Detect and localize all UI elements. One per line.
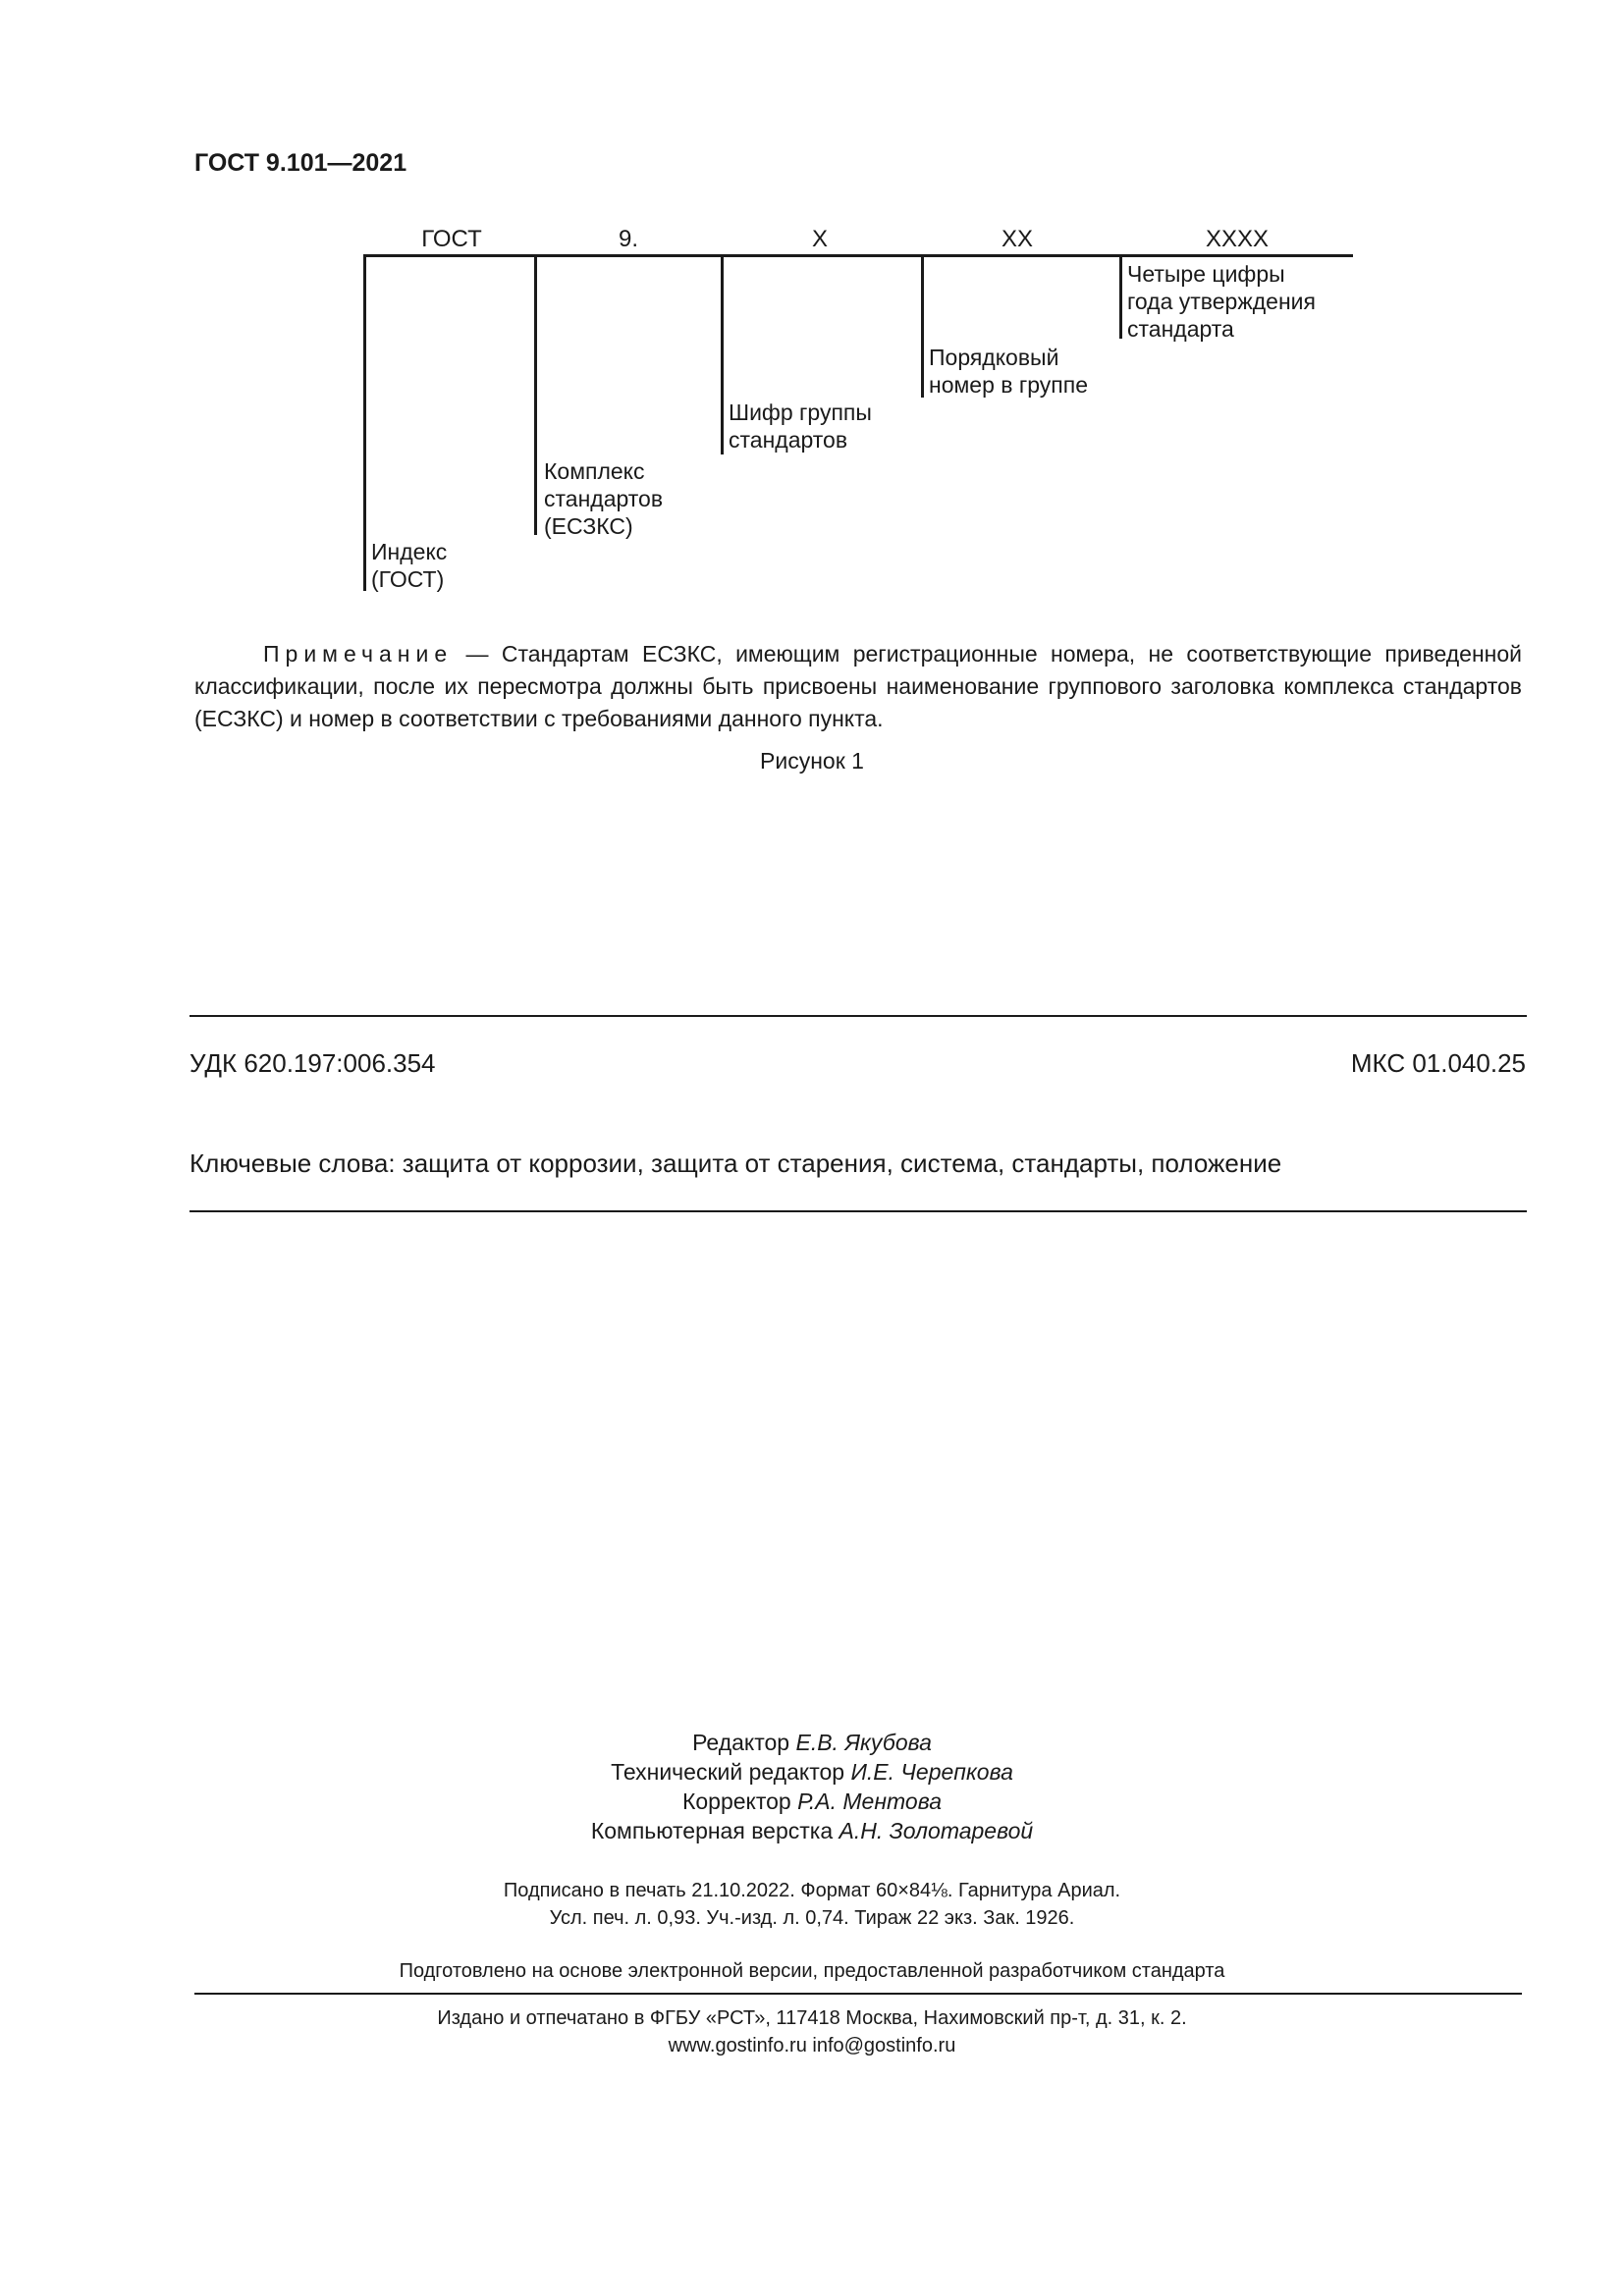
page-header-title: ГОСТ 9.101—2021 xyxy=(194,149,407,177)
prepared-note: Подготовлено на основе электронной версии, предоставленной разработчиком стандарта xyxy=(399,1960,1225,1982)
figure-label-year: Четыре цифры года утверждения стандарта xyxy=(1127,261,1316,342)
credit-layout: Компьютерная верстка А.Н. Золотаревой xyxy=(590,1818,1034,1843)
figure-col-number: ХХ xyxy=(1001,226,1033,252)
figure-line-year xyxy=(1119,254,1122,339)
divider-keywords xyxy=(189,1210,1527,1212)
figure-col-complex: 9. xyxy=(618,226,638,252)
divider-imprint xyxy=(194,1993,1522,1995)
figure-line-index xyxy=(363,254,366,591)
figure-caption: Рисунок 1 xyxy=(760,748,864,774)
credit-editor: Редактор Е.В. Якубова xyxy=(692,1730,932,1755)
figure-col-gost: ГОСТ xyxy=(421,226,482,252)
figure-col-group: Х xyxy=(811,226,828,252)
figure-line-group xyxy=(721,254,724,454)
credit-tech-editor: Технический редактор И.Е. Черепкова xyxy=(611,1759,1013,1785)
note-text: — Стандартам ЕСЗКС, имеющим регистрационные номера, не соответствующие приведенной классификации, после их пересмотра должны быть присвоены наименование группового заголовка комплекса стандартов (ЕСЗКС) и номер в соответствии с требованиями данного пункта. xyxy=(194,641,1522,731)
publisher-web: www.gostinfo.ru info@gostinfo.ru xyxy=(668,2035,956,2056)
publisher-line: Издано и отпечатано в ФГБУ «РСТ», 117418 Москва, Нахимовский пр-т, д. 31, к. 2. xyxy=(437,2007,1187,2029)
figure-line-complex xyxy=(534,254,537,535)
divider-top xyxy=(189,1015,1527,1017)
keywords: Ключевые слова: защита от коррозии, защита от старения, система, стандарты, положение xyxy=(189,1148,1282,1178)
figure-label-index: Индекс (ГОСТ) xyxy=(371,539,448,592)
note-label: Примечание xyxy=(263,641,454,667)
imprint-line-1: Подписано в печать 21.10.2022. Формат 60×84⅛. Гарнитура Ариал. xyxy=(503,1880,1121,1901)
figure-col-year: ХХХХ xyxy=(1205,226,1270,252)
imprint-line-2: Усл. печ. л. 0,93. Уч.-изд. л. 0,74. Тираж 22 экз. Зак. 1926. xyxy=(549,1907,1075,1929)
figure-label-complex: Комплекс стандартов (ЕСЗКС) xyxy=(544,458,664,539)
udk-code: УДК 620.197:006.354 xyxy=(189,1048,436,1078)
mks-code: МКС 01.040.25 xyxy=(1350,1048,1526,1078)
figure-line-number xyxy=(921,254,924,398)
figure-note xyxy=(194,638,1522,735)
figure-label-group: Шифр группы стандартов xyxy=(729,400,872,453)
figure-top-line xyxy=(363,254,1353,257)
figure-label-number: Порядковый номер в группе xyxy=(929,345,1089,398)
credit-corrector: Корректор Р.А. Ментова xyxy=(681,1789,942,1814)
